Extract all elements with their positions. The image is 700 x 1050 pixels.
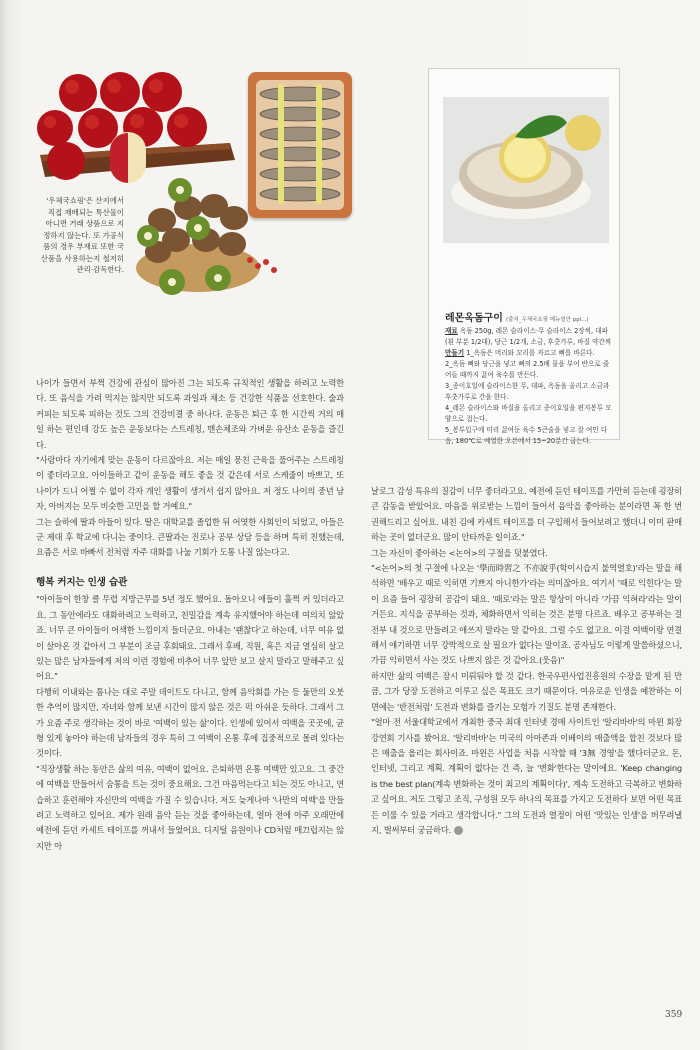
recipe-step: 4_레몬 슬라이스와 바질을 올리고 종이호일을 편지봉투 모양으로 접는다.	[445, 404, 612, 423]
recipe-step-text: 1_옥돔은 머리와 꼬리를 자르고 뼈를 바른다.	[466, 349, 595, 357]
recipe-step: 3_종이호일에 슬라이스한 무, 대파, 옥돔을 올리고 소금과 후춧가루로 간을 한다.	[445, 382, 610, 401]
body-paragraph: 다행히 이내와는 틈나는 대로 주말 데이트도 다니고, 함께 음악회를 가는 등 둘만의 오붓한 추억이 많지만, 자녀와 함께 보낸 시간이 많지 않은 것은 퍽 아쉬운 듯하다. 그래서 그가 요즘 주로 생각하는 것이 바로 '여백이 있는 삶'이다. 인생에 있어서 여백을 곳곳에, 균형 있게 놓아야 하는데 남자들의 경우 특히 그 여백이 온통 후에 집중적으로 몰려 있다는 것이다.	[36, 686, 344, 759]
right-column	[371, 484, 682, 838]
method-label: 만들기	[445, 349, 465, 357]
recipe-body	[445, 326, 615, 447]
recipe-title-text: 레몬옥돔구이	[445, 313, 503, 324]
photo-caption: '우체국쇼핑'은 산지에서 직접 재배되는 특산물이 아니면 거래 상품으로 지정하지 않는다. 또 가공식품의 경우 부재료 또한 국산품을 사용하는지 철저히 관리·감독한다.	[40, 196, 124, 274]
page-number: 359	[665, 1010, 683, 1020]
lemon-fish-photo	[443, 97, 609, 243]
recipe-step	[445, 348, 615, 359]
recipe-source: (출처_우체국쇼핑 메뉴얼안 ppl...)	[505, 317, 589, 323]
body-paragraph: "사람마다 자기에게 맞는 운동이 다르잖아요. 저는 매일 뭉친 근육을 풀어주는 스트레칭이 좋더라고요. 아이들하고 같이 운동을 해도 좋을 것 같은데 서로 스케줄이 바쁘고, 또 나이가 드니 어쩔 수 없이 각자 개인 생활이 생겨서 쉽지 않아요. 저 정도 나이의 중년 남자, 아버지는 모두 비슷한 고민을 할 거예요."	[36, 455, 344, 512]
section-heading: 행복 커지는 인생 습관	[36, 576, 128, 588]
ingredients-text: 옥돔 250g, 레몬 슬라이스·무 슬라이스 2장씩, 대파(흰 부분 1/2대), 당근 1/2개, 소금, 후춧가루, 바질 약간씩	[445, 327, 612, 346]
ingredients-label: 재료	[445, 327, 458, 335]
body-text: "얼마 전 서울대학교에서 개최한 중국 최대 인터넷 경매 사이트인 '알리바바'의 마윈 회장 강연회 기사를 봤어요. '알리바바'는 미국의 아마존과 이베이의 매출액을 합친 것보다 많은 매출을 올리는 회사이죠. 마윈은 사업을 처음 시작할 때 '3無 경영'을 했다더군요. 돈, 인터넷, 그리고 계획. 계획이 없다는 건 즉, 늘 '변화'한다는 말이에요. 'Keep changing is the best plan(계속 변화하는 것이 최고의 계획이다)', 계속 도전하고 극복하고 변화하고 싶어요. 저도 그렇고 조직, 구성원 모두 하나의 목표를 가지고 도전하다 보면 어떤 목표든 이룰 수 있을 거라고 생각합니다." 그의 도전과 열정이 어떤 '맛있는 인생'을 버무려낼지, 벌써부터 궁금하다.	[371, 717, 682, 835]
body-paragraph: 하지만 삶의 여백은 잠시 미뤄둬야 할 것 같다. 한국우편사업진흥원의 수장을 맡게 된 만큼, 그가 당장 도전하고 이루고 싶은 목표도 크기 때문이다. 여유로운 인생을 예찬하는 이면에는 '반전처럼' 도전과 변화를 즐기는 모험가 기질도 분명 존재한다.	[371, 670, 682, 712]
recipe-ingredients	[445, 326, 615, 348]
body-paragraph: "<논어>의 첫 구절에 나오는 '學而時習之 不亦說乎(학이시습지 불역열호)'라는 말을 해석하면 '배우고 때로 익히면 기쁘지 아니한가'라는 의미잖아요. 여기서 '때로 익힌다'는 말이 요즘 들어 굉장히 공감이 돼요. '때로'라는 말은 항상이 아니라 '가끔 익혀라'라는 말이거든요. 지식을 공부하는 것과, 체화하면서 익히는 것은 분명 다르죠. 배우고 공부하는 걸 전부 내 것으로 만들려고 애쓰지 말라는 말 같아요. 그럴 수도 없고요. 이걸 여백이랑 연결해서 얘기하면 너무 강박적으로 살 필요가 없다는 말이죠. 공자님도 이렇게 말씀하셨으니, 가끔 익히면서 사는 것도 나쁘지 않은 것 같아요.(웃음)"	[371, 563, 682, 666]
body-paragraph: 그는 슬하에 딸과 아들이 있다. 딸은 대학교를 졸업한 뒤 어엿한 사회인이 되었고, 아들은 군 제대 후 학교에 다니는 중이다. 큰딸과는 진로나 공부 상담 등을 하며 특히 친했는데, 요즘은 서로 바빠서 전처럼 자주 대화를 나눌 기회가 도통 나질 않는다고.	[36, 516, 344, 558]
body-paragraph: 그는 자신이 좋아하는 <논어>의 구절을 덧붙였다.	[371, 547, 548, 558]
body-paragraph: 나이가 들면서 부쩍 건강에 관심이 많아진 그는 되도록 규칙적인 생활을 하려고 노력한다. 또 음식을 가려 먹지는 않지만 되도록 과일과 채소 등 건강한 식품을 선호한다. 술과 커피는 되도록 피하는 것도 그의 건강비결 중 하나다. 운동은 퇴근 후 한 시간씩 거의 매일 하는 편인데 강도 높은 운동보다는 스트레칭, 맨손체조와 가벼운 유산소 운동을 즐긴다.	[36, 378, 344, 450]
body-paragraph: "직장생활 하는 동안은 삶의 여유, 여백이 없어요. 은퇴하면 온통 여백만 있고요. 그 중간에 여백을 만들어서 숨통을 트는 것이 중요해요. 그건 마음먹는다고 되는 것도 아니고, 연습하고 훈련해야 자신만의 여백을 가질 수 있습니다. 저도 늦게나마 '나만의 여백'을 만들려고 노력하고 있어요. 제가 원래 음악 듣는 것을 좋아하는데, 얼마 전에 아주 오래만에 예전에 듣던 카세트 테이프를 꺼내서 들었어요. 디지털 음원이나 CD처럼 매끄럽지는 않지만 아	[36, 763, 344, 851]
apples-photo	[30, 65, 240, 190]
recipe-step: 5_봉투입구에 미리 끓여둔 육수 5큰술을 넣고 잘 여민 다음, 180℃로 예열한 오븐에서 15~20분간 굽는다.	[445, 426, 608, 445]
left-column	[36, 376, 344, 854]
recipe-step: 2_옥돔 뼈와 당근을 넣고 뼈의 2.5배 물을 부어 반으로 줄어들 때까지 끓여 육수를 만든다.	[445, 360, 610, 379]
body-paragraph: 날로그 감성 특유의 질감이 너무 좋더라고요. 예전에 듣던 테이프를 가만히 듣는데 굉장히 큰 감동을 받았어요. 마음을 위로받는 느낌이 들어서 음악을 좋아하는 분이라면 꼭 한 번 권해드리고 싶어요. 내친 김에 카세트 테이프를 더 구입해서 들어보려고 했더니 이미 판매하는 곳이 없더군요. 많이 안타까운 일이죠."	[371, 486, 682, 543]
body-paragraph-last	[371, 715, 682, 838]
recipe-box	[428, 68, 620, 445]
kiwi-photo	[128, 178, 288, 313]
body-paragraph: "아이들이 한창 클 무렵 지방근무를 5년 정도 했어요. 돌아오니 애들이 훌쩍 커 있더라고요. 그 동안에라도 대화하려고 노력하고, 친밀감을 계속 유지했어야 하는데 여의치 않았죠. 너무 큰 아이들이 어색한 느낌이지 들더군요. 아내는 '괜찮다'고 하는데, 너무 여유 없이 살아온 것 같아서 그 부분이 조금 후회돼요. 그래서 후배, 직원, 혹은 지금 열심히 살고 있는 많은 남자들에게 저의 이런 경험에 비추어 너무 앞만 보고 살지 말라고 말해주고 싶어요."	[36, 594, 344, 682]
end-mark-icon	[454, 826, 463, 835]
recipe-title	[445, 309, 589, 324]
